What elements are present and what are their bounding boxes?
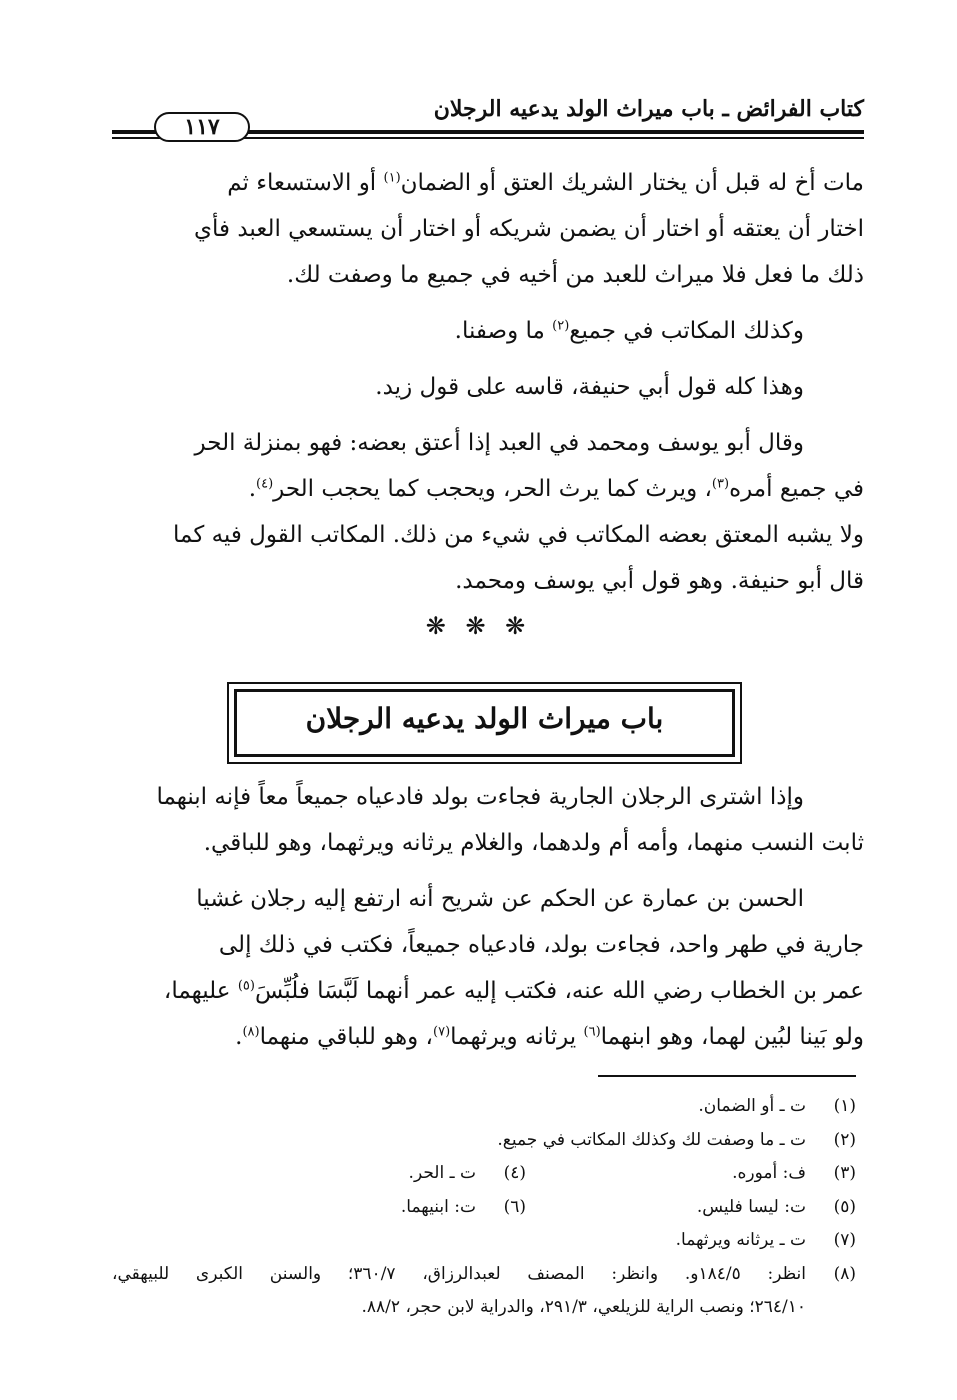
- footnote-text: ت ـ يرثانه ويرثهما.: [675, 1230, 806, 1250]
- text-line: ولا يشبه المعتق بعضه المكاتب في شيء من ذلك. المكاتب القول فيه كما: [173, 522, 864, 548]
- text-line: جارية في طهر واحد، فجاءت بولد، فادعياه جميعاً، فكتب في ذلك إلى: [218, 932, 864, 958]
- footnote-number: (٢): [833, 1129, 856, 1150]
- page-number: ١١٧: [154, 112, 250, 142]
- footnote-text: ت ـ أو الضمان.: [698, 1096, 806, 1116]
- text-line: في جميع أمره$^{(٣)}$، ويرث كما يرث الحر، ويحجب كما يحجب الحر$^{(٤)}$.: [248, 476, 864, 502]
- footnote-item: [112, 1191, 864, 1225]
- footnote-ref[interactable]: (٢): [552, 318, 570, 334]
- footnote-ref[interactable]: (٣): [711, 476, 730, 492]
- footnotes: [112, 1090, 864, 1325]
- footnote-ref[interactable]: (١): [383, 170, 401, 186]
- footnote-rule: [598, 1075, 856, 1077]
- chapter-title-box: [227, 682, 742, 764]
- footnote-item: [112, 1291, 864, 1325]
- footnote-ref[interactable]: (٥): [237, 978, 255, 994]
- running-header: [112, 92, 864, 144]
- text-line: عمر بن الخطاب رضي الله عنه، فكتب إليه عمر أنهما لَبَّسَا فلُبِّسَ$^{(٥)}$ عليهما،: [163, 978, 864, 1004]
- footnote-number: (٧): [833, 1230, 856, 1250]
- footnote-number: (٥): [833, 1196, 856, 1217]
- footnote-item: [112, 1090, 864, 1124]
- text-line: وإذا اشترى الرجلان الجارية فجاءت بولد فادعياه جميعاً معاً فإنه ابنهما: [156, 784, 804, 810]
- footnote-number: (٣): [833, 1163, 856, 1183]
- footnote-text: ت: ابنيهما.: [400, 1196, 476, 1217]
- text-line: الحسن بن عمارة عن الحكم عن شريح أنه ارتفع إليه رجلان غشيا: [196, 886, 804, 912]
- text-line: وهذا كله قول أبي حنيفة، قاسه على قول زيد.: [375, 374, 804, 400]
- footnote-ref[interactable]: (٤): [256, 476, 274, 492]
- text-line: مات أخ له قبل أن يختار الشريك العتق أو الضمان$^{(١)}$ أو الاستسعاء ثم: [227, 170, 864, 196]
- footnote-number: (٦): [503, 1196, 526, 1217]
- footnote-text: ف: أموره.: [732, 1163, 806, 1183]
- footnote-ref[interactable]: (٨): [242, 1024, 260, 1040]
- text-line: ثابت النسب منهما، وأمه أم ولدهما، والغلام يرثانه ويرثهما، وهو للباقي.: [203, 830, 864, 856]
- chapter-title: باب ميراث الولد يدعيه الرجلان: [305, 702, 664, 735]
- text-line: اختار أن يعتقه أو اختار أن يضمن شريكه أو اختار أن يستسعي العبد فأي: [194, 216, 864, 242]
- footnote-ref[interactable]: (٧): [433, 1024, 451, 1040]
- text-line: قال أبو حنيفة. وهو قول أبي يوسف ومحمد.: [455, 568, 864, 594]
- footnote-number: (٨): [833, 1263, 856, 1284]
- footnote-number: (٤): [503, 1163, 526, 1183]
- footnote-text: انظر: ١٨٤/٥و. وانظر: المصنف لعبدالرزاق، ٣٦٠/٧؛ والسنن الكبرى للبيهقي،: [112, 1263, 806, 1284]
- footnote-text: ت ـ الحر.: [408, 1163, 476, 1183]
- text-line: وقال أبو يوسف ومحمد في العبد إذا أعتق بعضه: فهو بمنزلة الحر: [194, 430, 804, 456]
- footnote-item: [112, 1124, 864, 1158]
- section-separator: ❋ ❋ ❋: [425, 612, 532, 640]
- running-title: كتاب الفرائض ـ باب ميراث الولد يدعيه الرجلان: [433, 96, 864, 122]
- footnote-text: ت ـ ما وصفت لك وكذلك المكاتب في جميع.: [497, 1129, 806, 1150]
- body-text-upper: [112, 160, 864, 604]
- footnote-ref[interactable]: (٦): [583, 1024, 601, 1040]
- text-line: وكذلك المكاتب في جميع$^{(٢)}$ ما وصفنا.: [454, 318, 804, 344]
- footnote-item: [112, 1224, 864, 1258]
- footnote-text: ٢٦٤/١٠؛ ونصب الراية للزيلعي، ٢٩١/٣، والدراية لابن حجر، ٨٨/٢.: [361, 1297, 806, 1317]
- footnote-text: ت: ليسا فليس.: [696, 1196, 806, 1217]
- body-text-lower: [112, 774, 864, 1060]
- footnote-item: [112, 1157, 864, 1191]
- text-line: ولو بَينا لبُين لهما، وهو ابنهما$^{(٦)}$ يرثانه ويرثهما$^{(٧)}$، وهو للباقي منهما$^{(٨)}$.: [235, 1024, 864, 1050]
- text-line: ذلك ما فعل فلا ميراث للعبد من أخيه في جميع ما وصفت لك.: [286, 262, 864, 288]
- footnote-number: (١): [833, 1096, 856, 1116]
- footnote-item: [112, 1258, 864, 1292]
